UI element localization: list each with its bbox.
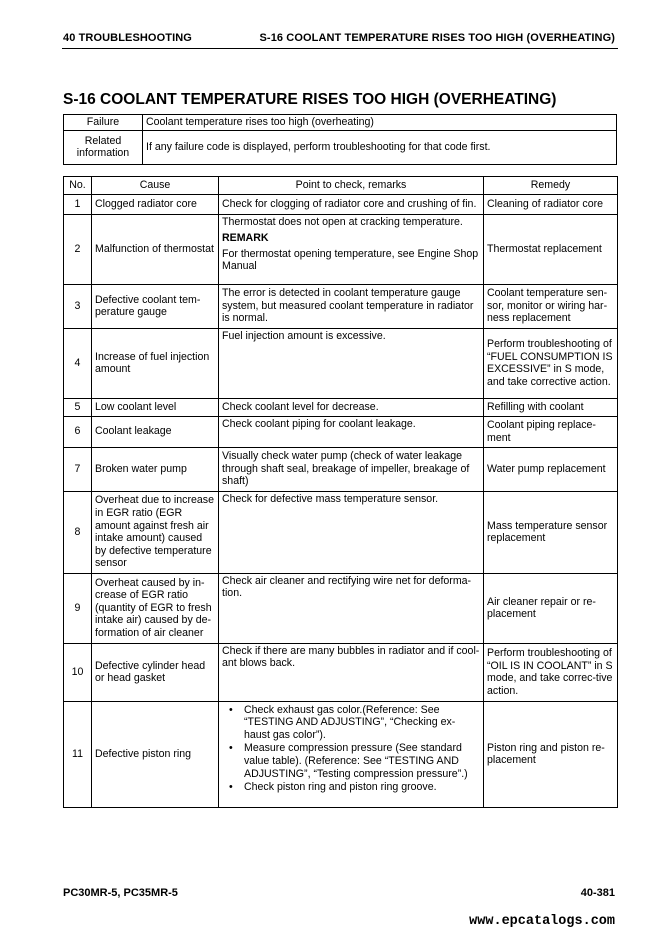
- row-no: 10: [64, 643, 92, 701]
- col-header-remedy: Remedy: [484, 177, 618, 195]
- row-no: 4: [64, 328, 92, 398]
- table-row: [64, 701, 618, 807]
- table-row: [64, 416, 618, 447]
- row-cause: Clogged radiator core: [92, 194, 219, 214]
- footer-page-number: 40-381: [580, 887, 615, 899]
- row-remedy: Perform troubleshooting of “FUEL CONSUMPTION IS EXCESSIVE” in S mode, and take corrective action.: [484, 328, 618, 398]
- row-cause: Coolant leakage: [92, 416, 219, 447]
- related-info-label: [64, 130, 143, 164]
- row-cause: Increase of fuel injection amount: [92, 328, 219, 398]
- table-row: [64, 398, 618, 416]
- running-header-title: S-16 COOLANT TEMPERATURE RISES TOO HIGH (OVERHEATING): [259, 32, 615, 44]
- check-bullet-list: [222, 704, 480, 794]
- page-title: S-16 COOLANT TEMPERATURE RISES TOO HIGH (OVERHEATING): [63, 91, 557, 108]
- col-header-check: Point to check, remarks: [219, 177, 484, 195]
- row-cause: Overheat due to increase in EGR ratio (EGR amount against fresh air intake amount) caused by defective temperature sensor: [92, 491, 219, 573]
- row-remedy: Thermostat replacement: [484, 214, 618, 284]
- col-header-cause: Cause: [92, 177, 219, 195]
- failure-label: Failure: [64, 115, 143, 131]
- check-bullet: • Measure compression pressure (See standard value table). (Reference: See “TESTING AND ADJUSTING”, “Testing compression pressure”.): [222, 742, 480, 780]
- row-check: Check if there are many bubbles in radiator and if cool-ant blows back.: [219, 643, 484, 701]
- row-no: 8: [64, 491, 92, 573]
- table-row: [64, 328, 618, 398]
- col-header-no: No.: [64, 177, 92, 195]
- row-remedy: Refilling with coolant: [484, 398, 618, 416]
- row-check: Check for clogging of radiator core and crushing of fin.: [219, 194, 484, 214]
- table-row: [64, 573, 618, 643]
- related-info-value: If any failure code is displayed, perform troubleshooting for that code first.: [143, 130, 617, 164]
- related-label-line1: Related: [84, 134, 122, 147]
- table-row: [64, 194, 618, 214]
- watermark-url: www.epcatalogs.com: [469, 914, 615, 929]
- row-check: The error is detected in coolant temperature gauge system, but measured coolant temperature in radiator is normal.: [219, 284, 484, 328]
- row-remedy: Cleaning of radiator core: [484, 194, 618, 214]
- row-check: Check air cleaner and rectifying wire net for deforma-tion.: [219, 573, 484, 643]
- header-divider: [62, 48, 618, 49]
- running-header-section: 40 TROUBLESHOOTING: [63, 32, 192, 44]
- row-remedy: Piston ring and piston re-placement: [484, 701, 618, 807]
- row-cause: Defective piston ring: [92, 701, 219, 807]
- row-no: 11: [64, 701, 92, 807]
- row-no: 5: [64, 398, 92, 416]
- row-check: [219, 701, 484, 807]
- failure-info-table: [63, 114, 617, 165]
- troubleshooting-table: [63, 176, 618, 808]
- row-check: Check coolant level for decrease.: [219, 398, 484, 416]
- row-check: [219, 214, 484, 284]
- remark-label: REMARK: [222, 232, 269, 245]
- check-bullet: • Check exhaust gas color.(Reference: See “TESTING AND ADJUSTING”, “Checking ex-haust gas color”).: [222, 704, 480, 742]
- row-remedy: Coolant temperature sen-sor, monitor or wiring har-ness replacement: [484, 284, 618, 328]
- row-no: 1: [64, 194, 92, 214]
- footer-model: PC30MR-5, PC35MR-5: [63, 887, 178, 899]
- row-no: 2: [64, 214, 92, 284]
- row-cause: Defective coolant tem-perature gauge: [92, 284, 219, 328]
- table-header-row: [64, 177, 618, 195]
- table-row: [64, 491, 618, 573]
- row-remedy: Coolant piping replace-ment: [484, 416, 618, 447]
- row-no: 3: [64, 284, 92, 328]
- table-row: [64, 284, 618, 328]
- remark-text: For thermostat opening temperature, see Engine Shop Manual: [222, 247, 479, 273]
- row-cause: Malfunction of thermostat: [92, 214, 219, 284]
- row-cause: Broken water pump: [92, 447, 219, 491]
- row-remedy: Perform troubleshooting of “OIL IS IN COOLANT” in S mode, and take correc-tive action.: [484, 643, 618, 701]
- table-row: [64, 214, 618, 284]
- row-cause: Low coolant level: [92, 398, 219, 416]
- related-info-row: [64, 130, 617, 164]
- row-no: 6: [64, 416, 92, 447]
- row-check: Visually check water pump (check of water leakage through shaft seal, breakage of impeller, breakage of shaft): [219, 447, 484, 491]
- row-remedy: Air cleaner repair or re-placement: [484, 573, 618, 643]
- check-bullet: • Check piston ring and piston ring groove.: [222, 781, 480, 794]
- row-remedy: Mass temperature sensor replacement: [484, 491, 618, 573]
- row-check: Check for defective mass temperature sensor.: [219, 491, 484, 573]
- row-no: 9: [64, 573, 92, 643]
- table-row: [64, 643, 618, 701]
- row-cause: Overheat caused by in-crease of EGR ratio (quantity of EGR to fresh intake air) caused by de-formation of air cleaner: [92, 573, 219, 643]
- row-check: Fuel injection amount is excessive.: [219, 328, 484, 398]
- failure-row: [64, 115, 617, 131]
- row-cause: Defective cylinder head or head gasket: [92, 643, 219, 701]
- failure-value: Coolant temperature rises too high (overheating): [143, 115, 617, 131]
- check-text: Thermostat does not open at cracking temperature.: [222, 215, 463, 228]
- row-check: Check coolant piping for coolant leakage.: [219, 416, 484, 447]
- related-label-line2: information: [76, 147, 130, 160]
- table-row: [64, 447, 618, 491]
- row-no: 7: [64, 447, 92, 491]
- row-remedy: Water pump replacement: [484, 447, 618, 491]
